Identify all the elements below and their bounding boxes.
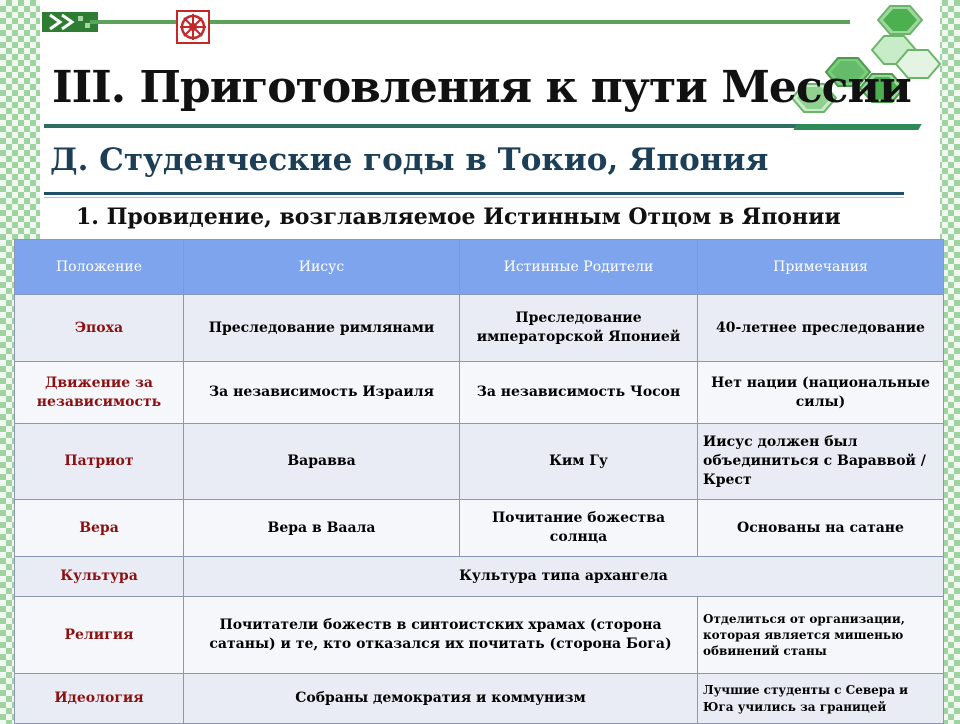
header-position: Положение [15,240,184,295]
cell-jesus: Преследование римлянами [184,295,460,362]
cell-parents: Ким Гу [460,424,698,500]
page-title: III. Приготовления к пути Мессии [52,62,911,113]
title-underline [44,124,834,128]
comparison-table [14,239,944,724]
cell-merged: Почитатели божеств в синтоистских храмах (сторона сатаны) и те, кто отказался их почитать (сторона Бога) [184,597,698,674]
table-header-row [15,240,944,295]
section-title: Д. Студенческие годы в Токио, Япония [50,142,769,178]
cell-parents: Почитание божества солнца [460,500,698,557]
section-underline [44,192,904,195]
header-notes: Примечания [698,240,944,295]
cell-notes: Иисус должен был объединиться с Вараввой / Крест [698,424,944,500]
table-row [15,500,944,557]
row-label: Религия [15,597,184,674]
row-label: Культура [15,557,184,597]
header-jesus: Иисус [184,240,460,295]
emblem-logo [176,10,210,44]
cell-notes: 40-летнее преследование [698,295,944,362]
cell-notes: Нет нации (национальные силы) [698,362,944,424]
cell-notes: Основаны на сатане [698,500,944,557]
table-row [15,424,944,500]
row-label: Патриот [15,424,184,500]
table-row [15,362,944,424]
row-label: Идеология [15,674,184,724]
cell-jesus: Вера в Ваала [184,500,460,557]
cell-parents: Преследование императорской Японией [460,295,698,362]
row-label: Эпоха [15,295,184,362]
table-row [15,557,944,597]
cell-jesus: Варавва [184,424,460,500]
cell-notes: Лучшие студенты с Севера и Юга учились за границей [698,674,944,724]
cell-jesus: За независимость Израиля [184,362,460,424]
cell-parents: За независимость Чосон [460,362,698,424]
table-row [15,674,944,724]
row-label: Вера [15,500,184,557]
point-title: 1. Провидение, возглавляемое Истинным Отцом в Японии [76,204,841,230]
cell-merged: Собраны демократия и коммунизм [184,674,698,724]
table-row [15,295,944,362]
cell-notes: Отделиться от организации, которая является мишенью обвинений станы [698,597,944,674]
table-row [15,597,944,674]
header-true-parents: Истинные Родители [460,240,698,295]
row-label: Движение за независимость [15,362,184,424]
title-underline-accent [793,124,921,130]
cell-merged: Культура типа архангела [184,557,944,597]
section-underline-thin [44,197,904,198]
